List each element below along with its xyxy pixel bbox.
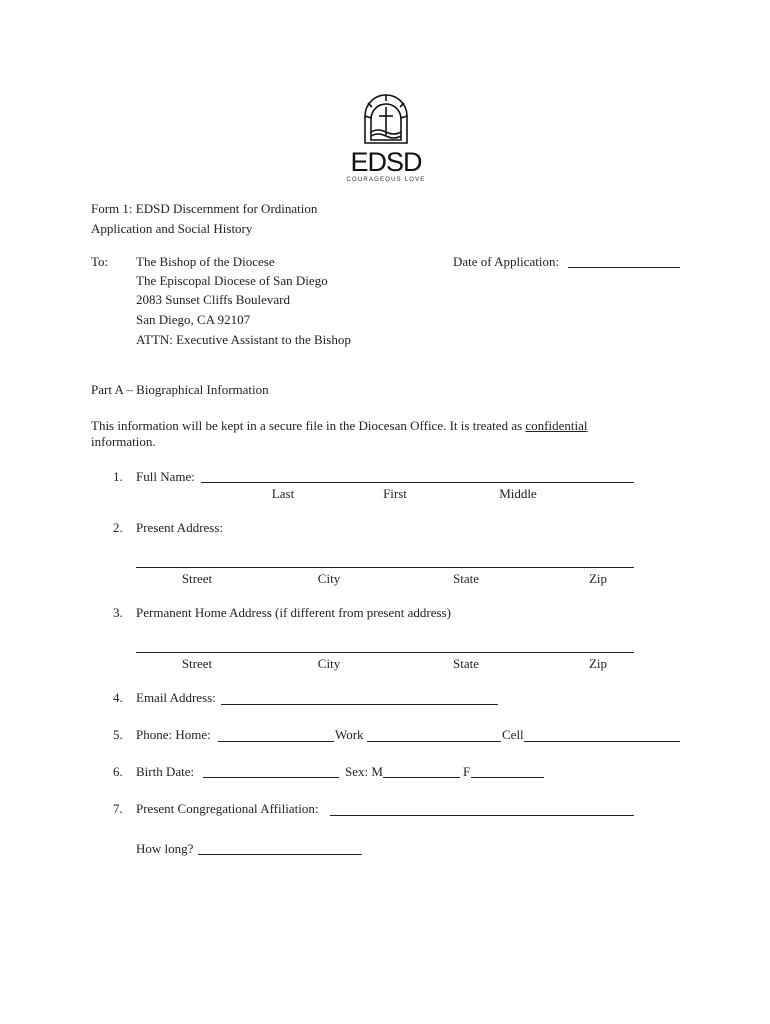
part-a-heading: Part A – Biographical Information <box>91 382 269 397</box>
form-title: Form 1: EDSD Discernment for Ordination <box>91 201 318 216</box>
zip-caption: Zip <box>588 656 608 671</box>
birth-date-label: Birth Date: <box>136 764 195 779</box>
q1-number: 1. <box>113 469 123 484</box>
last-name-caption: Last <box>271 486 295 501</box>
full-name-field[interactable] <box>201 482 634 483</box>
date-of-application-label: Date of Application: <box>453 254 560 269</box>
q7-number: 7. <box>113 801 123 816</box>
q6-number: 6. <box>113 764 123 779</box>
address-line: 2083 Sunset Cliffs Boulevard <box>136 292 290 307</box>
logo-wordmark: EDSD <box>350 147 422 177</box>
first-name-caption: First <box>383 486 407 501</box>
phone-cell-label: Cell <box>502 727 524 742</box>
congregation-label: Present Congregational Affiliation: <box>136 801 319 816</box>
logo-tagline: COURAGEOUS LOVE <box>346 177 426 183</box>
q4-number: 4. <box>113 690 123 705</box>
q3-number: 3. <box>113 605 123 620</box>
zip-caption: Zip <box>588 571 608 586</box>
sex-female-label: F <box>463 764 471 779</box>
address-line: The Episcopal Diocese of San Diego <box>136 273 328 288</box>
sex-label: Sex: M <box>345 764 383 779</box>
q5-number: 5. <box>113 727 123 742</box>
address-line: ATTN: Executive Assistant to the Bishop <box>136 332 351 347</box>
phone-cell-field[interactable] <box>524 741 680 742</box>
form-subtitle: Application and Social History <box>91 221 253 236</box>
phone-work-label: Work <box>335 727 364 742</box>
congregation-field[interactable] <box>330 815 634 816</box>
permanent-address-label: Permanent Home Address (if different from present address) <box>136 605 451 620</box>
street-caption: Street <box>181 571 213 586</box>
state-caption: State <box>453 571 479 586</box>
full-name-label: Full Name: <box>136 469 195 484</box>
street-caption: Street <box>181 656 213 671</box>
phone-work-field[interactable] <box>367 741 501 742</box>
birth-date-field[interactable] <box>203 777 339 778</box>
city-caption: City <box>317 656 341 671</box>
address-line: The Bishop of the Diocese <box>136 254 275 269</box>
middle-name-caption: Middle <box>499 486 537 501</box>
to-label: To: <box>91 254 109 269</box>
email-field[interactable] <box>221 704 498 705</box>
sex-female-field[interactable] <box>471 777 544 778</box>
q2-number: 2. <box>113 520 123 535</box>
state-caption: State <box>453 656 479 671</box>
confidential-text: confidential <box>525 418 588 433</box>
date-of-application-field[interactable] <box>568 267 680 268</box>
intro-text-body: This information will be kept in a secure file in the Diocesan Office. It is treated as <box>91 418 526 433</box>
how-long-label: How long? <box>136 841 194 856</box>
how-long-field[interactable] <box>198 854 362 855</box>
email-label: Email Address: <box>136 690 216 705</box>
present-address-label: Present Address: <box>136 520 224 535</box>
phone-home-label: Phone: Home: <box>136 727 211 742</box>
sex-male-field[interactable] <box>383 777 460 778</box>
present-address-field[interactable] <box>136 567 634 568</box>
intro-text <box>91 418 588 434</box>
permanent-address-field[interactable] <box>136 652 634 653</box>
phone-home-field[interactable] <box>218 741 334 742</box>
address-line: San Diego, CA 92107 <box>136 312 251 327</box>
intro-text-continued: information. <box>91 434 156 449</box>
city-caption: City <box>317 571 341 586</box>
